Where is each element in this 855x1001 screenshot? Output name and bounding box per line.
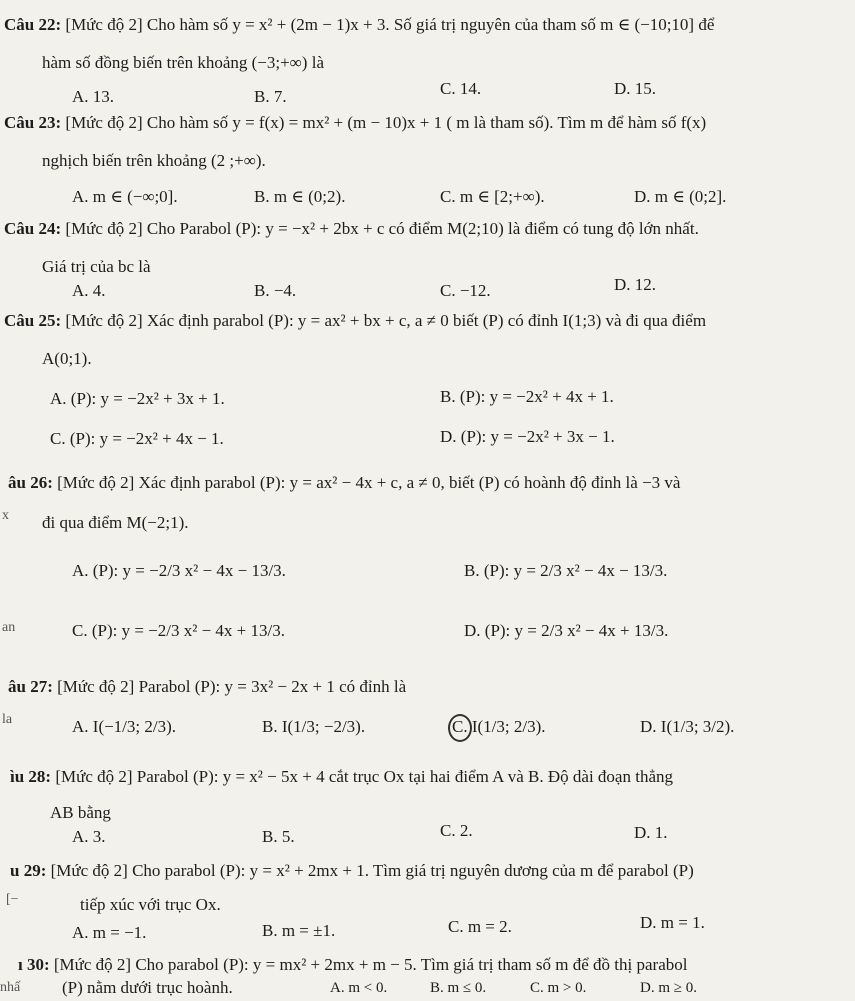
question-30-option-b: B. m ≤ 0. <box>430 980 487 996</box>
question-26-line-1: âu 26: [Mức độ 2] Xác định parabol (P): y = ax² − 4x + c, a ≠ 0, biết (P) có hoành độ đỉnh là −3 và <box>8 473 681 492</box>
question-27-option-a: A. I(−1/3; 2/3). <box>72 717 177 736</box>
margin-mark: an <box>2 620 16 635</box>
question-29-option-d: D. m = 1. <box>640 913 705 932</box>
question-23-option-b: B. m ∈ (0;2). <box>254 187 346 206</box>
question-22-option-a: A. 13. <box>72 87 115 106</box>
question-24-line-1: Câu 24: [Mức độ 2] Cho Parabol (P): y = −x² + 2bx + c có điểm M(2;10) là điểm có tung độ lớn nhất. <box>4 219 699 238</box>
question-26-option-a: A. (P): y = −2/3 x² − 4x − 13/3. <box>72 561 286 580</box>
answer-circle-mark <box>448 714 472 742</box>
question-29-option-a: A. m = −1. <box>72 923 147 942</box>
question-22-option-b: B. 7. <box>254 87 287 106</box>
question-25-line-2: A(0;1). <box>42 349 92 368</box>
margin-mark: la <box>2 712 13 727</box>
question-26-option-b: B. (P): y = 2/3 x² − 4x − 13/3. <box>464 561 668 580</box>
question-26-option-d: D. (P): y = 2/3 x² − 4x + 13/3. <box>464 621 669 640</box>
question-28-option-d: D. 1. <box>634 823 668 842</box>
question-23-option-d: D. m ∈ (0;2]. <box>634 187 727 206</box>
margin-mark: [− <box>6 892 19 907</box>
question-27-option-d: D. I(1/3; 3/2). <box>640 717 735 736</box>
question-29-option-c: C. m = 2. <box>448 917 512 936</box>
question-27-option-b: B. I(1/3; −2/3). <box>262 717 366 736</box>
question-24-line-2: Giá trị của bc là <box>42 257 151 276</box>
question-25-option-d: D. (P): y = −2x² + 3x − 1. <box>440 427 615 446</box>
question-30-option-a: A. m < 0. <box>330 980 388 996</box>
question-22-option-d: D. 15. <box>614 79 657 98</box>
question-23-option-c: C. m ∈ [2;+∞). <box>440 187 545 206</box>
question-28-line-1: ìu 28: [Mức độ 2] Parabol (P): y = x² − 5x + 4 cắt trục Ox tại hai điểm A và B. Độ dài đoạn thẳng <box>10 767 673 786</box>
question-25-option-a: A. (P): y = −2x² + 3x + 1. <box>50 389 225 408</box>
margin-mark: nhấ <box>0 980 21 995</box>
question-25-line-1: Câu 25: [Mức độ 2] Xác định parabol (P): y = ax² + bx + c, a ≠ 0 biết (P) có đỉnh I(1;3) và đi qua điểm <box>4 311 707 330</box>
question-22-line-1: Câu 22: [Mức độ 2] Cho hàm số y = x² + (2m − 1)x + 3. Số giá trị nguyên của tham số m ∈ (−10;10] để <box>4 15 715 34</box>
question-22-option-c: C. 14. <box>440 79 482 98</box>
question-30-option-d: D. m ≥ 0. <box>640 980 697 996</box>
question-28-line-2: AB bằng <box>50 803 111 822</box>
question-24-option-d: D. 12. <box>614 275 657 294</box>
question-27-line-1: âu 27: [Mức độ 2] Parabol (P): y = 3x² − 2x + 1 có đỉnh là <box>8 677 407 696</box>
margin-mark: x <box>2 508 9 523</box>
question-28-option-a: A. 3. <box>72 827 106 846</box>
question-29-line-2: tiếp xúc với trục Ox. <box>80 895 221 914</box>
question-28-option-c: C. 2. <box>440 821 473 840</box>
question-29-line-1: u 29: [Mức độ 2] Cho parabol (P): y = x² + 2mx + 1. Tìm giá trị nguyên dương của m để parabol (P) <box>10 861 694 880</box>
question-26-line-2: đi qua điểm M(−2;1). <box>42 513 189 532</box>
question-29-option-b: B. m = ±1. <box>262 921 336 940</box>
question-24-option-c: C. −12. <box>440 281 491 300</box>
question-27-option-c: C. I(1/3; 2/3). <box>452 717 546 736</box>
question-28-option-b: B. 5. <box>262 827 295 846</box>
question-30-line-2: (P) nằm dưới trục hoành. <box>62 978 233 997</box>
question-22-line-2: hàm số đồng biến trên khoảng (−3;+∞) là <box>42 53 324 72</box>
question-23-option-a: A. m ∈ (−∞;0]. <box>72 187 178 206</box>
question-25-option-c: C. (P): y = −2x² + 4x − 1. <box>50 429 224 448</box>
question-23-line-2: nghịch biến trên khoảng (2 ;+∞). <box>42 151 266 170</box>
question-30-option-c: C. m > 0. <box>530 980 587 996</box>
question-25-option-b: B. (P): y = −2x² + 4x + 1. <box>440 387 614 406</box>
question-23-line-1: Câu 23: [Mức độ 2] Cho hàm số y = f(x) = mx² + (m − 10)x + 1 ( m là tham số). Tìm m để hàm số f(x) <box>4 113 707 132</box>
question-24-option-a: A. 4. <box>72 281 106 300</box>
question-30-line-1: ı 30: [Mức độ 2] Cho parabol (P): y = mx² + 2mx + m − 5. Tìm giá trị tham số m để đồ thị parabol <box>18 955 688 974</box>
question-26-option-c: C. (P): y = −2/3 x² − 4x + 13/3. <box>72 621 285 640</box>
question-24-option-b: B. −4. <box>254 281 297 300</box>
